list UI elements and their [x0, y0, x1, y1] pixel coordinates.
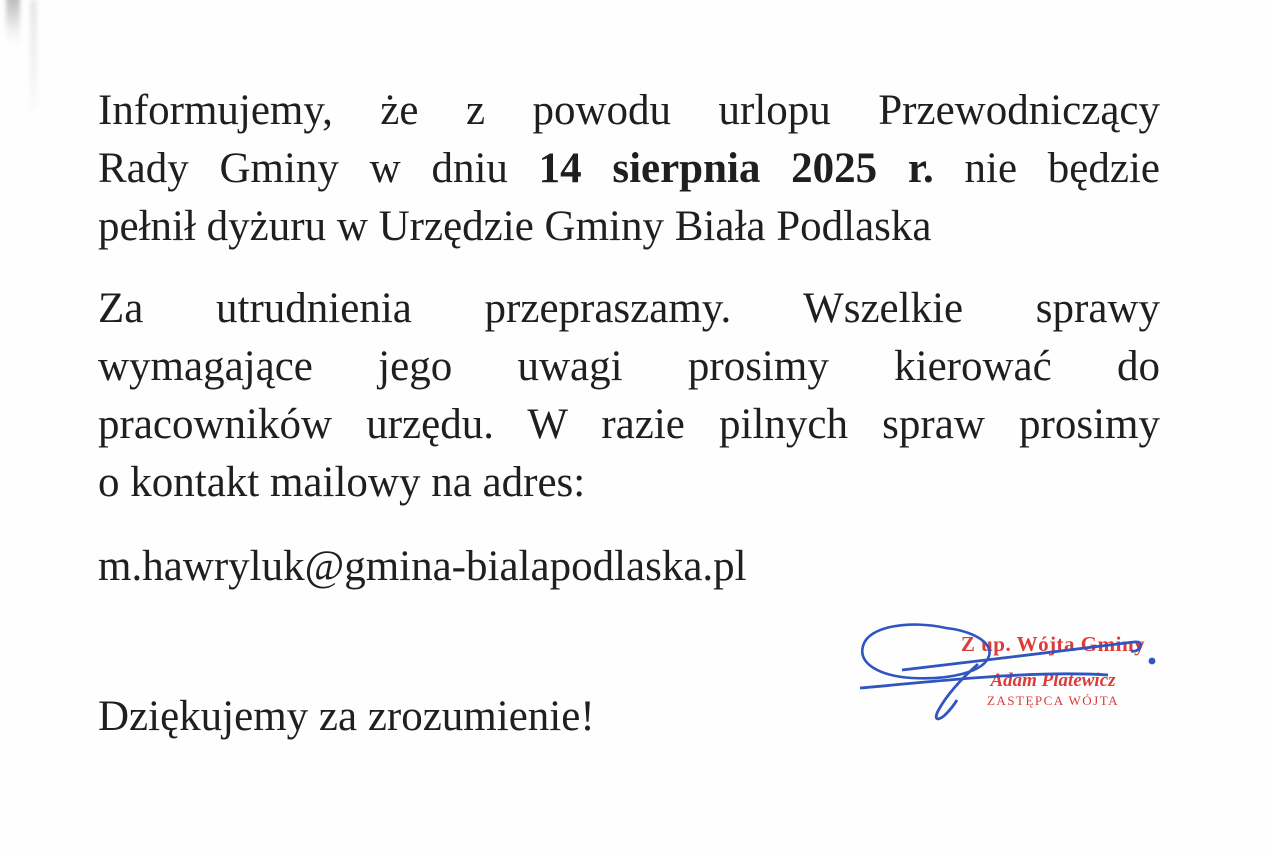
- paragraph-line: Informujemy, że z powodu urlopu Przewodniczący: [98, 87, 1160, 134]
- date-text-pre: Rady Gminy w dniu: [98, 145, 539, 192]
- ink-dot: [1149, 658, 1156, 665]
- contact-email: m.hawryluk@gmina-bialapodlaska.pl: [98, 543, 747, 590]
- paragraph-vacation-notice: [98, 82, 1160, 256]
- paragraph-apology: [98, 280, 1160, 512]
- stamp-title: ZASTĘPCA WÓJTA: [986, 693, 1120, 708]
- paragraph-line: pełnił dyżuru w Urzędzie Gminy Biała Podlaska: [98, 203, 932, 250]
- date-text-post: nie będzie: [933, 145, 1160, 192]
- paragraph-line: o kontakt mailowy na adres:: [98, 459, 586, 506]
- closing-text: Dziękujemy za zrozumienie!: [98, 693, 595, 740]
- handwritten-signature-icon: [850, 612, 1180, 747]
- paragraph-line: pracowników urzędu. W razie pilnych spraw prosimy: [98, 401, 1160, 448]
- scan-artifact: [30, 0, 37, 110]
- scan-artifact: [6, 0, 20, 46]
- paragraph-line: wymagające jego uwagi prosimy kierować do: [98, 343, 1160, 390]
- stamp-authorization-line: Z up. Wójta Gminy: [960, 632, 1146, 656]
- signature-block: [850, 612, 1180, 747]
- paragraph-line: [98, 140, 1160, 198]
- paragraph-line: Za utrudnienia przepraszamy. Wszelkie sprawy: [98, 285, 1160, 332]
- date-bold: 14 sierpnia 2025 r.: [538, 145, 934, 192]
- stamp-name: Adam Platewicz: [990, 670, 1116, 691]
